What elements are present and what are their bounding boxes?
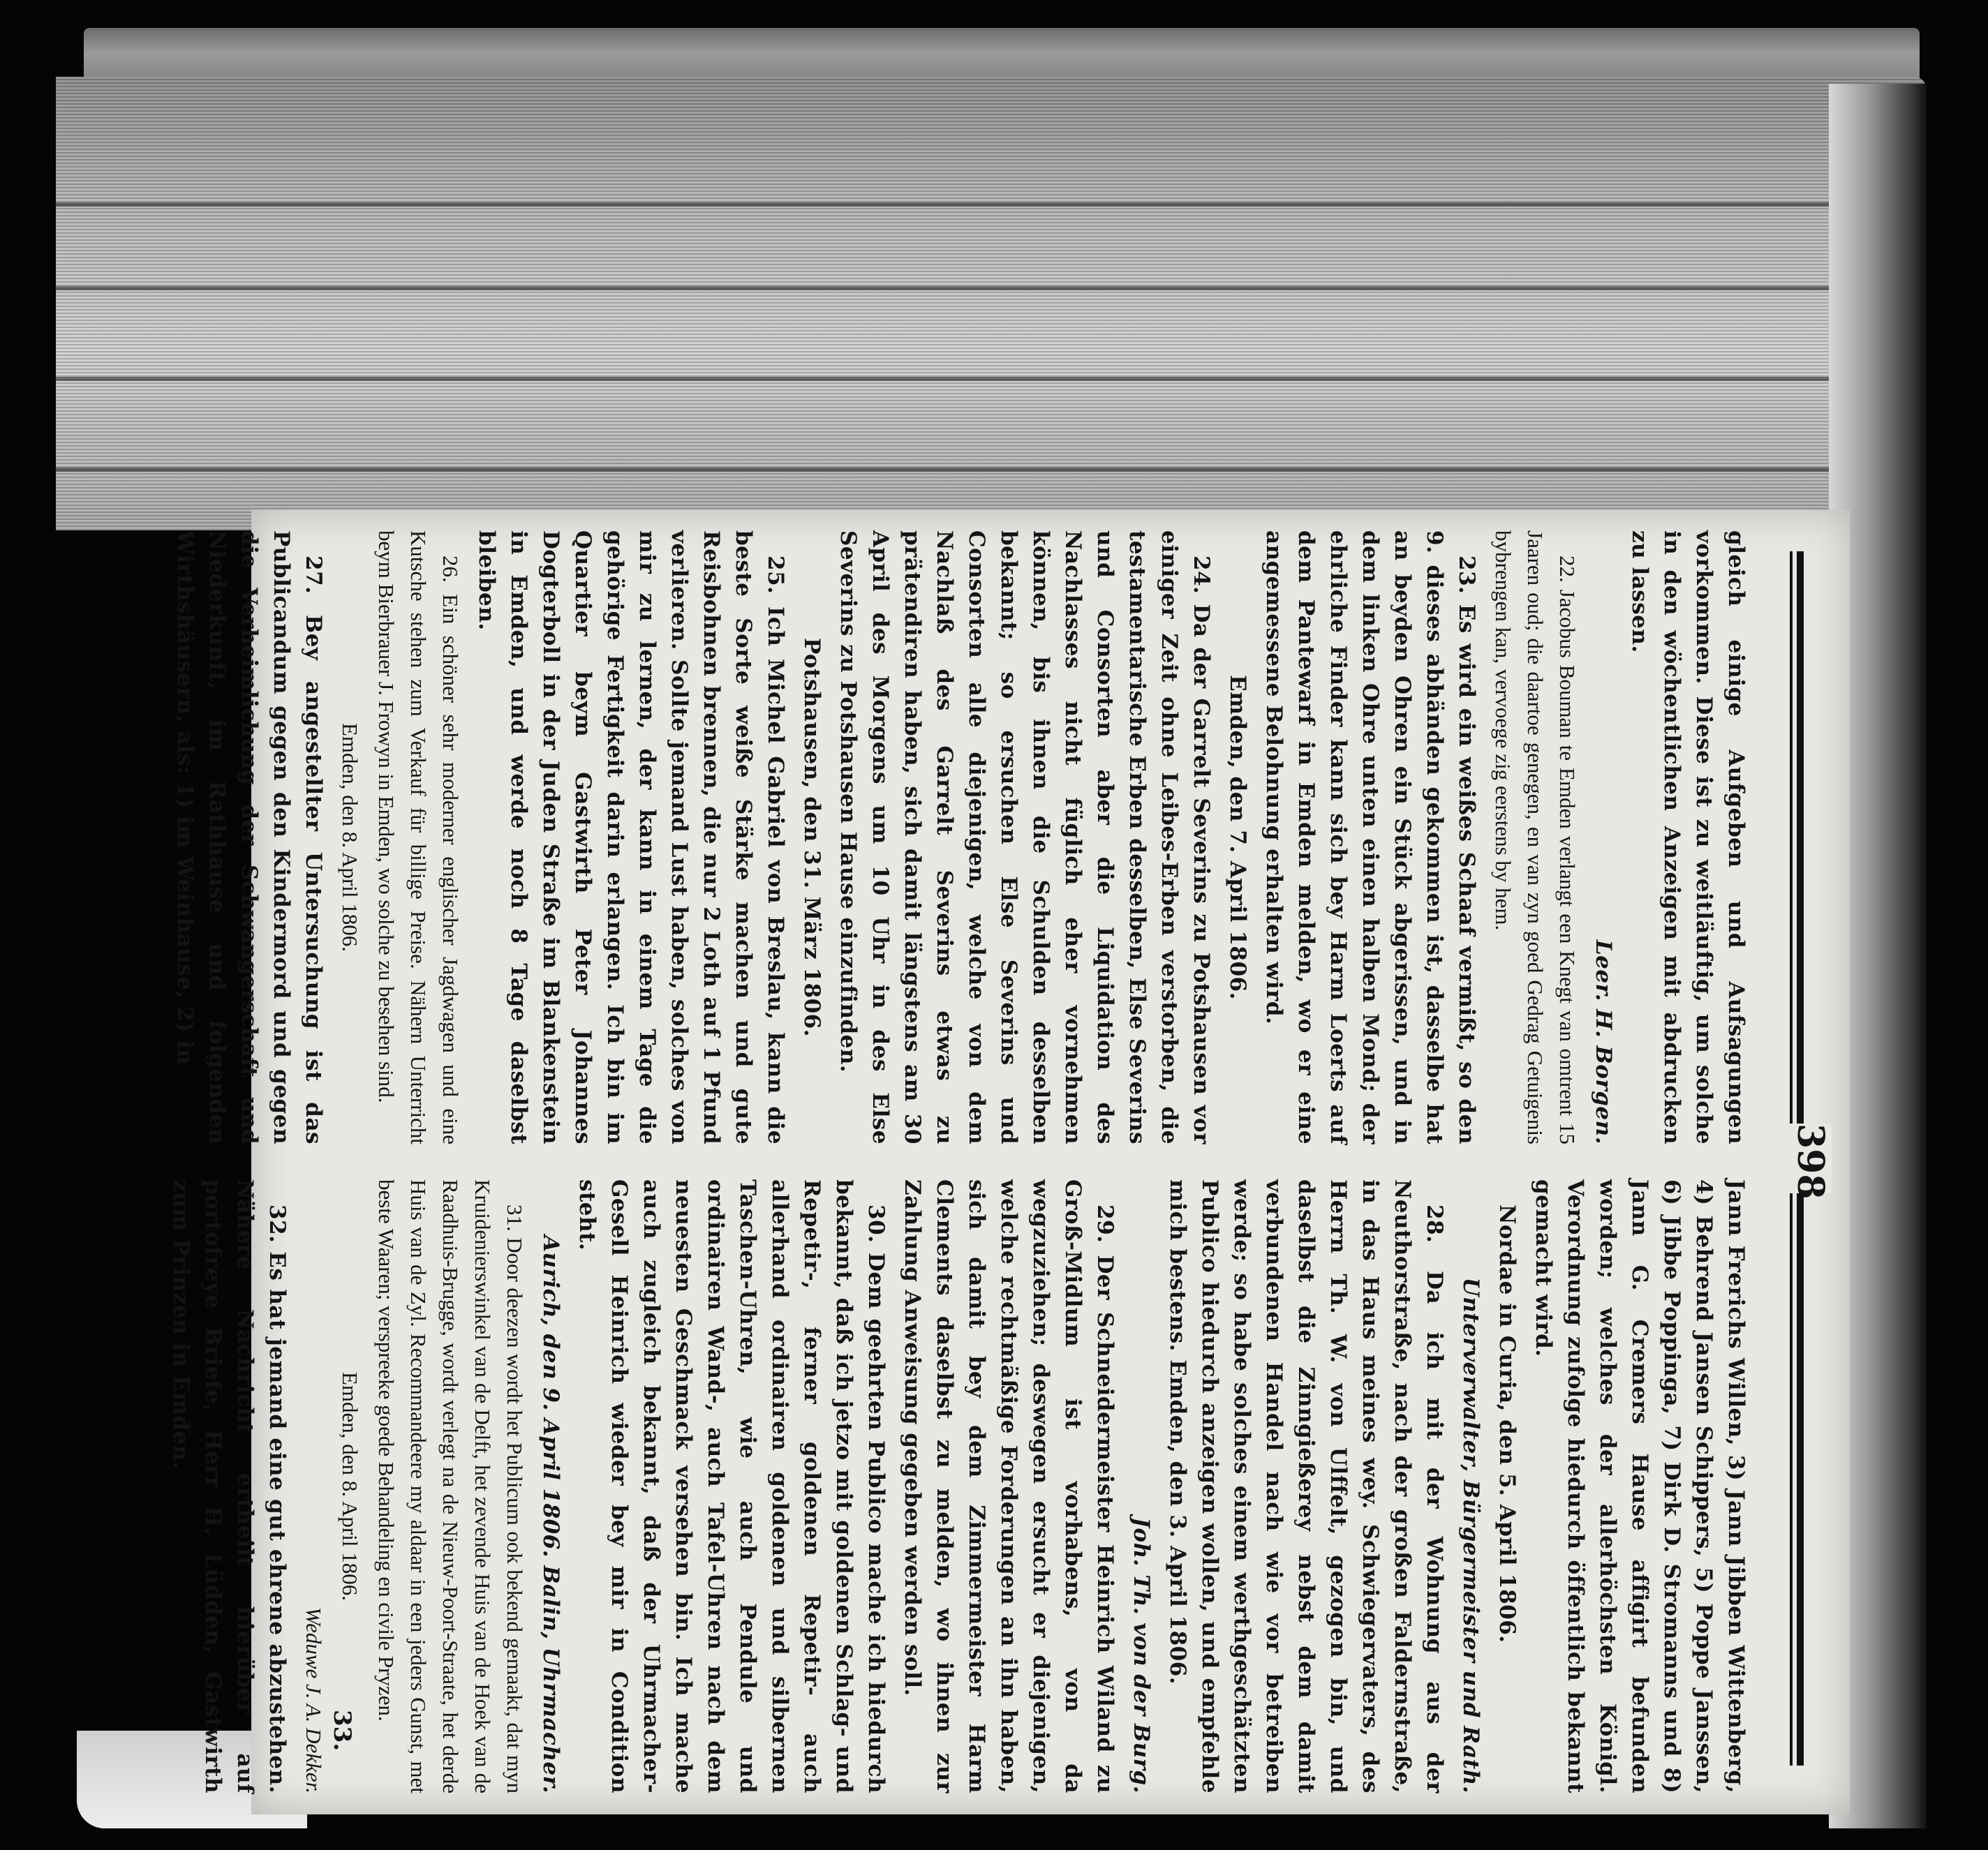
page-edge-band <box>56 202 1927 207</box>
notice-paragraph: Emden, den 8. April 1806. <box>338 1371 362 1602</box>
notice-paragraph: Nordae in Curia, den 5. April 1806. <box>1494 1204 1520 1643</box>
notice-paragraph: 25. Ich Michel Gabriel von Breslau, kann die beste Sorte weiße Stärke machen und gute Reisbohnen brennen, die nur 2 Loth auf 1 Pfund verlieren. Sollte jemand Lust haben, solches von mir zu lernen, der kann in einem Tage die gehörige Fertigkeit darin erlangen. Ich bin im Quartier beym Gastwirth Peter Johannes Dogterboll in der Juden Straße im Blankenstein in Emden, und werde noch 8 Tage daselbst bleiben. <box>474 530 788 1144</box>
page-edge-band <box>56 377 1927 381</box>
rotated-text-block <box>168 509 1850 1807</box>
signature-mark: 33. <box>328 1710 356 1752</box>
notice-paragraph: Aurich, den 9. April 1806. Balin, Uhrmacher. <box>538 1234 563 1793</box>
notice-paragraph: Jann Frerichs Willen, 3) Jann Jibben Wittenberg, 4) Behrend Jansen Schippers, 5) Poppe Janssen, 6) Jibbe Poppinga, 7) Dirk D. Stromanns und 8) Jann G. Cremers Hause affigirt befunden worden; welches der allerhöchsten Königl. Verordnung zufolge hiedurch öffentlich bekannt gemacht wird. <box>1531 1179 1749 1793</box>
notice-paragraph: Weduwe J. A. Dekker. <box>302 1607 326 1793</box>
page-header <box>1759 509 1843 1807</box>
left-column <box>172 530 1752 1144</box>
notice-paragraph: 32. Es hat jemand eine gut ehrene abzustehen. Nähere Nachricht ertheilt hierüber auf portofreye Briefe, Herr H. Lüdden, Gastwirth zum Prinzen in Emden. <box>168 1179 290 1793</box>
notice-paragraph: 22. Jacobus Bouman te Emden verlangt een Knegt van omtrent 15 Jaaren oud; die daartoe genegen, en van zyn goed Gedrag Getuigenis bybrengen kan, vervoege zig eerstens by hem. <box>1491 530 1580 1144</box>
notice-paragraph: 24. Da der Garrelt Severins zu Potshausen vor einiger Zeit ohne Leibes-Erben verstorben, die testamentarische Erben desselben, Else Severins und Consorten aber die Liquidation des Nachlasses nicht füglich eher vornehmen können, bis ihnen die Schulden desselben bekannt; so ersuchen Else Severins und Consorten alle diejenigen, welche von dem Nachlaß des Garrelt Severins etwas zu prätendiren haben, sich damit längstens am 30 April des Morgens um 10 Uhr in des Else Severins zu Potshausen Hause einzufinden. <box>836 530 1214 1144</box>
notice-paragraph: Unterverwalter, Bürgermeister und Rath. <box>1458 1277 1483 1793</box>
notice-paragraph: 31. Door deezen wordt het Publicum ook bekend gemaakt, dat myn Kruidenierswinkel van de Delft, het zevende Huis van de Hoek van de Raadhuis-Brugge, wordt verlegt na de Nieuw-Poort-Straate, het derde Huis van de Zyl. Recommandeere my aldaar in een jeders Gunst, met beste Waaren; verspreeke goede Behandeling en civile Pryzen. <box>374 1179 527 1793</box>
page-edge-band <box>56 286 1927 290</box>
notice-paragraph: 23. Es wird ein weißes Schaaf vermißt, so den 9. dieses abhänden gekommen ist, dasselbe hat an beyden Ohren ein Stück abgerissen, und in dem linken Ohre unten einen halben Mond; der ehrliche Finder kann sich bey Harm Loerts auf dem Pantewarf in Emden melden, wo er eine angemessene Belohnung erhalten wird. <box>1261 530 1479 1144</box>
page-number: 398 <box>1783 1124 1832 1193</box>
notice-paragraph: Emden, den 7. April 1806. <box>1225 675 1250 1000</box>
notice-paragraph: Emden, den 8. April 1806. <box>338 722 362 953</box>
notice-paragraph: gleich einige Aufgeben und Aufsagungen vorkommen. Diese ist zu weitläuftig, um solche in den wöchentlichen Anzeigen mit abdrucken zu lassen. <box>1627 530 1749 1144</box>
notice-paragraph: Joh. Th. von der Burg. <box>1129 1517 1154 1793</box>
notice-paragraph: 30. Dem geehrten Publico mache ich hiedurch bekannt, daß ich jetzo mit goldenen Schlag- und Repetir-, ferner goldenen Repetir- auch allerhand ordinairen goldenen und silbernen Taschen-Uhren, wie auch Pendule und ordinairen Wand-, auch Tafel-Uhren nach dem neuesten Geschmack versehen bin. Ich mache auch zugleich bekannt, daß der Uhrmacher-Gesell Heinrich wieder bey mir in Condition steht. <box>574 1179 889 1793</box>
page-edges <box>56 77 1927 530</box>
notice-paragraph: 29. Der Schneidermeister Heinrich Wiland zu Groß-Midlum ist vorhabens, von da wegzuziehen; deswegen ersucht er diejenigen, welche rechtmäßige Forderungen an ihn haben, sich damit bey dem Zimmermeister Harm Clements daselbst zu melden, wo ihnen zur Zahlung Anweisung gegeben werden soll. <box>900 1179 1118 1793</box>
notice-paragraph: 26. Ein schöner sehr moderner englischer Jagdwagen und eine Kutsche stehen zum Verkauf für billige Preise. Nähern Unterricht beym Bierbrauer J. Frowyn in Emden, wo solche zu besehen sind. <box>374 530 463 1144</box>
notice-paragraph: Potshausen, den 31. März 1806. <box>799 637 824 1038</box>
right-column <box>168 1179 1752 1793</box>
notice-paragraph: 28. Da ich mit der Wohnung aus der Neuthorstraße, nach der großen Faldernstraße, in das Haus meines wey. Schwiegervaters, des Herrn Th. W. von Ulffelt, gezogen bin, und daselbst die Zinngießerey nebst dem damit verbundenen Handel nach wie vor betreiben werde; so habe solches einem werthgeschätzten Publico hiedurch anzeigen wollen, und empfehle mich bestens. Emden, den 3. April 1806. <box>1165 1179 1447 1793</box>
page-edge-band <box>56 468 1927 472</box>
notice-paragraph: 27. Bey angestellter Untersuchung ist das Publicandum gegen den Kindermord und gegen die Verheimlichung der Schwangerschaft und Niederkunft, im Rathhause und folgenden Wirthshäusern, als: 1) im Weinhause, 2) in <box>172 530 326 1144</box>
notice-paragraph: Leer. H. Borgen. <box>1591 939 1616 1144</box>
printed-page <box>168 509 1850 1814</box>
